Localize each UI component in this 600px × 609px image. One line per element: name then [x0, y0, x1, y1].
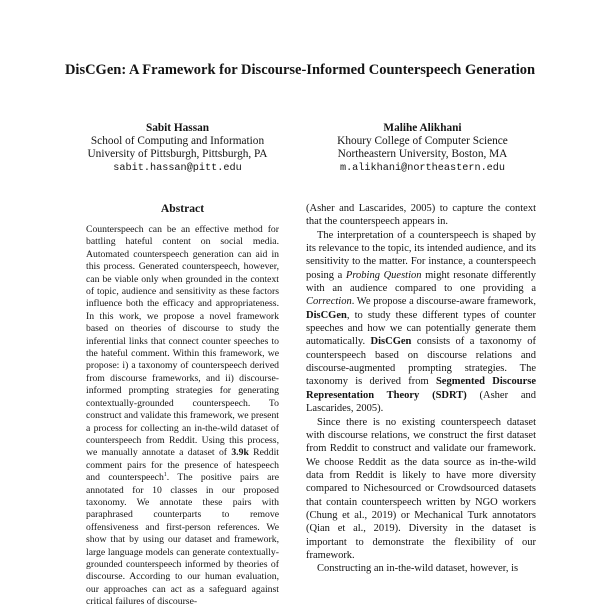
author-block-2 [300, 122, 545, 175]
author-email: m.alikhani@northeastern.edu [339, 163, 506, 174]
abstract-text: Counterspeech can be an effective method for battling hateful content on social media. Automated counterspeech generation can aid in this process. Generated counterspeech, however, can be viable only when grounded in the context of topic, audience and sensitivity as these factors influence both the efficacy and appropriateness. In this work, we propose a novel framework based on theories of discourse to study the inferential links that connect counter speeches to the hateful comment. Within this framework, we propose: i) a taxonomy of counterspeech derived from discourse frameworks, and ii) discourse-informed prompting strategies for generating contextually-grounded counterspeech. To construct and validate this framework, we present a process for collecting an in-the-wild dataset of counterspeech from Reddit. Using this process, we manually annotate a dataset of 3.9k Reddit comment pairs for the presence of hatespeech and counterspeech$^1$. The positive pairs are annotated for 10 classes in our proposed taxonomy. We annotate these pairs with paraphrased counterparts to remove offensiveness and first-person references. We show that by using our dataset and framework, large language models can generate contextually-grounded counterspeech informed by theories of discourse. According to our human evaluation, our approaches can act as a safeguard against critical failures of discourse- [86, 224, 279, 608]
body-paragraph: Constructing an in-the-wild dataset, however, is [317, 563, 519, 575]
body-paragraph: The interpretation of a counterspeech is shaped by its relevance to the topic, its intended audience, and its sensitivity to the matter. For instance, a counterspeech posing a Probing Question might resonate differently with an audience compared to one providing a Correction. We propose a discourse-aware framework, DisCGen, to study these different types of counter speeches and how we can potentially generate them automatically. DisCGen consists of a taxonomy of counterspeech based on discourse relations and discourse-augmented prompting strategies. The taxonomy is derived from Segmented Discourse Representation Theory (SDRT) (Asher and Lascarides, 2005). [306, 229, 536, 415]
author-affiliation-line: University of Pittsburgh, Pittsburgh, PA [87, 148, 268, 160]
authors-row [55, 122, 545, 175]
author-name: Malihe Alikhani [383, 122, 462, 134]
author-block-1 [55, 122, 300, 175]
body-paragraph: (Asher and Lascarides, 2005) to capture the context that the counterspeech appears in. [306, 203, 536, 228]
author-affiliation-line: Khoury College of Computer Science [337, 135, 508, 147]
author-affiliation-line: School of Computing and Information [90, 135, 265, 147]
abstract-heading: Abstract [160, 202, 205, 215]
author-name: Sabit Hassan [145, 122, 210, 134]
right-column [306, 202, 536, 576]
author-email: sabit.hassan@pitt.edu [113, 163, 242, 174]
left-column [86, 202, 279, 609]
author-affiliation-line: Northeastern University, Boston, MA [337, 148, 508, 160]
paper-title: DisCGen: A Framework for Discourse-Informed Counterspeech Generation [64, 62, 536, 78]
body-paragraph: Since there is no existing counterspeech dataset with discourse relations, we construct the first dataset from Reddit to construct and validate our framework. We choose Reddit as the data source as in-the-wild data from Reddit is likely to have more diversity compared to Nichesourced or Crowdsourced datasets that contain counterspeech written by NGO workers (Chung et al., 2019) or Mechanical Turk annotators (Qian et al., 2019). Diversity in the dataset is important to demonstrate the flexibility of our framework. [306, 416, 536, 561]
